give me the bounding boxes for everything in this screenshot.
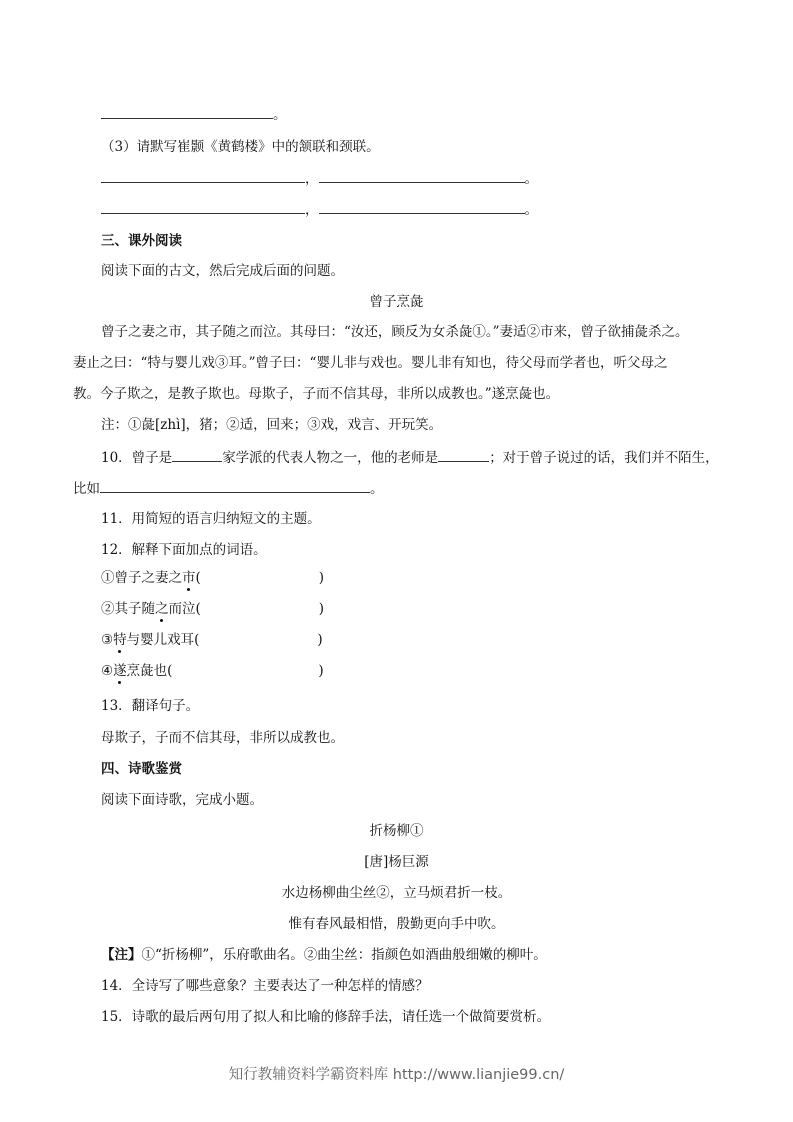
answer-blank[interactable] [100,480,370,493]
section-heading-reading: 三、课外阅读 [101,233,182,249]
q15-prompt: 15．诗歌的最后两句用了拟人和比喻的修辞手法，请任选一个做简要赏析。 [101,1009,551,1025]
answer-blank[interactable] [172,449,222,462]
answer-blank[interactable] [319,170,525,183]
poem-note: 【注】①“折杨柳”，乐府歌曲名。②曲尘丝：指颜色如酒曲般细嫩的柳叶。 [101,947,547,963]
section-heading-poetry: 四、诗歌鉴赏 [101,761,182,777]
poetry-intro: 阅读下面诗歌，完成小题。 [101,792,263,808]
dotted-word: 之 [155,601,169,617]
q12-item-1: ①曾子之妻之市( ) [101,570,325,586]
q12-item-2: ②其子随之而泣( ) [101,601,325,617]
poem-line-2: 惟有春风最相惜，殷勤更向手中吹。 [288,916,505,932]
q9-3-answer-row-2: ， 。 [101,201,538,219]
q11-prompt: 11．用简短的语言归纳短文的主题。 [101,511,321,527]
q13-sentence: 母欺子，子而不信其母，非所以成教也。 [101,730,344,746]
passage-title: 曾子烹彘 [369,294,424,310]
q12-item-3: ③特与婴儿戏耳( ) [101,632,323,648]
q9-answer-line-tail: 。 [101,106,287,124]
page-footer-watermark: 知行教辅资料学霸资料库 http://www.lianjie99.cn/ [228,1067,565,1083]
q14-prompt: 14．全诗写了哪些意象？主要表达了一种怎样的情感？ [101,978,429,994]
reading-intro: 阅读下面的古文，然后完成后面的问题。 [101,263,344,279]
passage-line-2: 妻止之曰：“特与婴儿戏③耳。”曾子曰：“婴儿非与戏也。婴儿非有知也，待父母而学者也，听父母之 [73,355,668,371]
poem-title: 折杨柳① [369,823,424,839]
passage-line-1: 曾子之妻之市，其子随之而泣。其母曰：“汝还，顾反为女杀彘①。”妻适②市来，曾子欲捕彘杀之。 [101,324,689,340]
passage-note: 注：①彘[zhì]，猪；②适，回来；③戏，戏言、开玩笑。 [101,417,443,433]
q9-3-prompt: （3）请默写崔颢《黄鹤楼》中的颔联和颈联。 [101,139,380,155]
q10-line-2: 比如 。 [73,481,384,497]
answer-blank[interactable] [101,201,305,214]
passage-line-3: 教。今子欺之，是教子欺也。母欺子，子而不信其母，非所以成教也。”遂烹彘也。 [73,386,560,402]
answer-blank[interactable] [319,201,525,214]
dotted-word: 特 [113,632,127,648]
answer-blank[interactable] [101,106,273,119]
poem-author: [唐]杨巨源 [364,854,429,870]
poem-line-1: 水边杨柳曲尘丝②，立马烦君折一枝。 [281,885,512,901]
answer-blank[interactable] [101,170,305,183]
dotted-word: 市 [182,570,196,586]
dotted-word: 遂 [113,663,127,679]
q10-line-1: 10．曾子是 家学派的代表人物之一，他的老师是 ；对于曾子说过的话，我们并不陌生， [101,450,719,466]
answer-blank[interactable] [438,449,489,462]
q13-prompt: 13．翻译句子。 [101,698,200,714]
q12-prompt: 12．解释下面加点的词语。 [101,542,267,558]
q9-3-answer-row-1: ， 。 [101,170,538,188]
q12-item-4: ④遂烹彘也( ) [101,663,324,679]
